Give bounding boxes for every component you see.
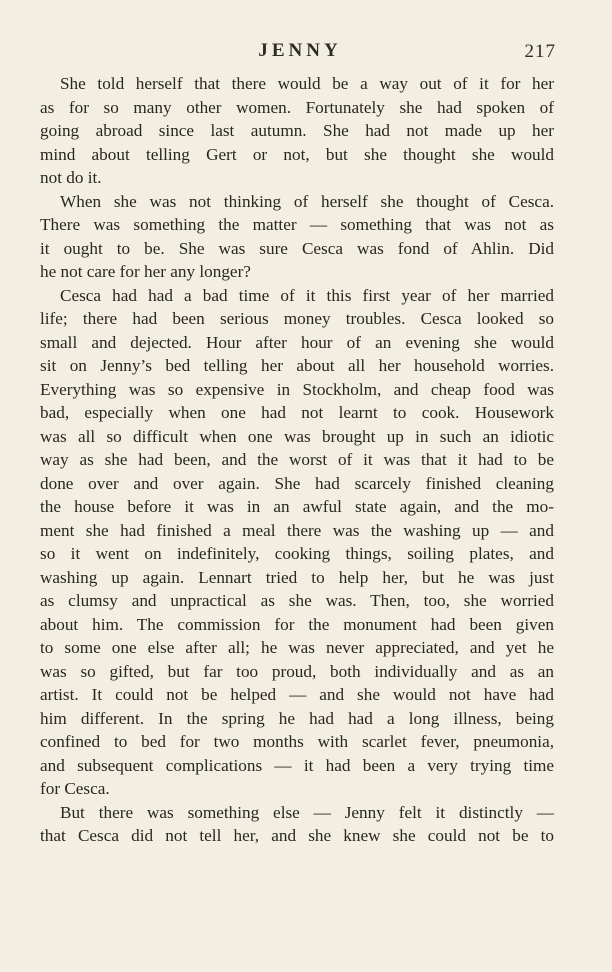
text-line: mind about telling Gert or not, but she thought she would <box>40 144 554 164</box>
text-line: for Cesca. <box>40 779 110 798</box>
text-line: done over and over again. She had scarcely finished cleaning <box>40 473 554 493</box>
text-line: the house before it was in an awful state again, and the mo- <box>40 497 554 516</box>
text-line: so it went on indefinitely, cooking things, soiling plates, and <box>40 544 554 563</box>
text-line: small and dejected. Hour after hour of an evening she would <box>40 332 554 352</box>
text-line: was so gifted, but far too proud, both individually and as an <box>40 661 554 681</box>
body-text <box>40 72 554 848</box>
text-line: sit on Jenny’s bed telling her about all her household worries. <box>40 356 554 375</box>
text-line: way as she had been, and the worst of it was that it had to be <box>40 450 554 469</box>
chapter-title: JENNY <box>258 40 342 61</box>
text-line: going abroad since last autumn. She had not made up her <box>40 121 554 140</box>
text-line: was all so difficult when one was brought up in such an idiotic <box>40 426 554 446</box>
text-line: he not care for her any longer? <box>40 262 251 281</box>
text-line: him different. In the spring he had had a long illness, being <box>40 708 554 728</box>
page-number: 217 <box>524 41 556 62</box>
text-line: about him. The commission for the monument had been given <box>40 614 554 634</box>
text-line: Cesca had had a bad time of it this first year of her married <box>60 285 554 305</box>
text-line: as clumsy and unpractical as she was. Then, too, she worried <box>40 591 554 610</box>
text-line: it ought to be. She was sure Cesca was fond of Ahlin. Did <box>40 238 554 258</box>
text-line: washing up again. Lennart tried to help her, but he was just <box>40 567 554 587</box>
text-line: When she was not thinking of herself she thought of Cesca. <box>60 191 554 211</box>
text-line: bad, especially when one had not learnt to cook. Housework <box>40 403 554 422</box>
text-line: There was something the matter — something that was not as <box>40 215 554 234</box>
text-line: She told herself that there would be a way out of it for her <box>60 74 554 93</box>
running-head <box>40 40 560 68</box>
text-line: Everything was so expensive in Stockholm, and cheap food was <box>40 379 554 399</box>
text-line: and subsequent complications — it had been a very trying time <box>40 755 554 775</box>
text-line: as for so many other women. Fortunately she had spoken of <box>40 97 554 117</box>
text-line: to some one else after all; he was never appreciated, and yet he <box>40 638 554 657</box>
text-line: that Cesca did not tell her, and she knew she could not be to <box>40 826 554 845</box>
text-line: artist. It could not be helped — and she would not have had <box>40 685 554 704</box>
text-line: confined to bed for two months with scarlet fever, pneumonia, <box>40 732 554 751</box>
text-line: But there was something else — Jenny felt it distinctly — <box>60 802 554 822</box>
text-line: ment she had finished a meal there was the washing up — and <box>40 520 554 540</box>
text-line: life; there had been serious money troubles. Cesca looked so <box>40 309 554 328</box>
text-line: not do it. <box>40 168 102 187</box>
